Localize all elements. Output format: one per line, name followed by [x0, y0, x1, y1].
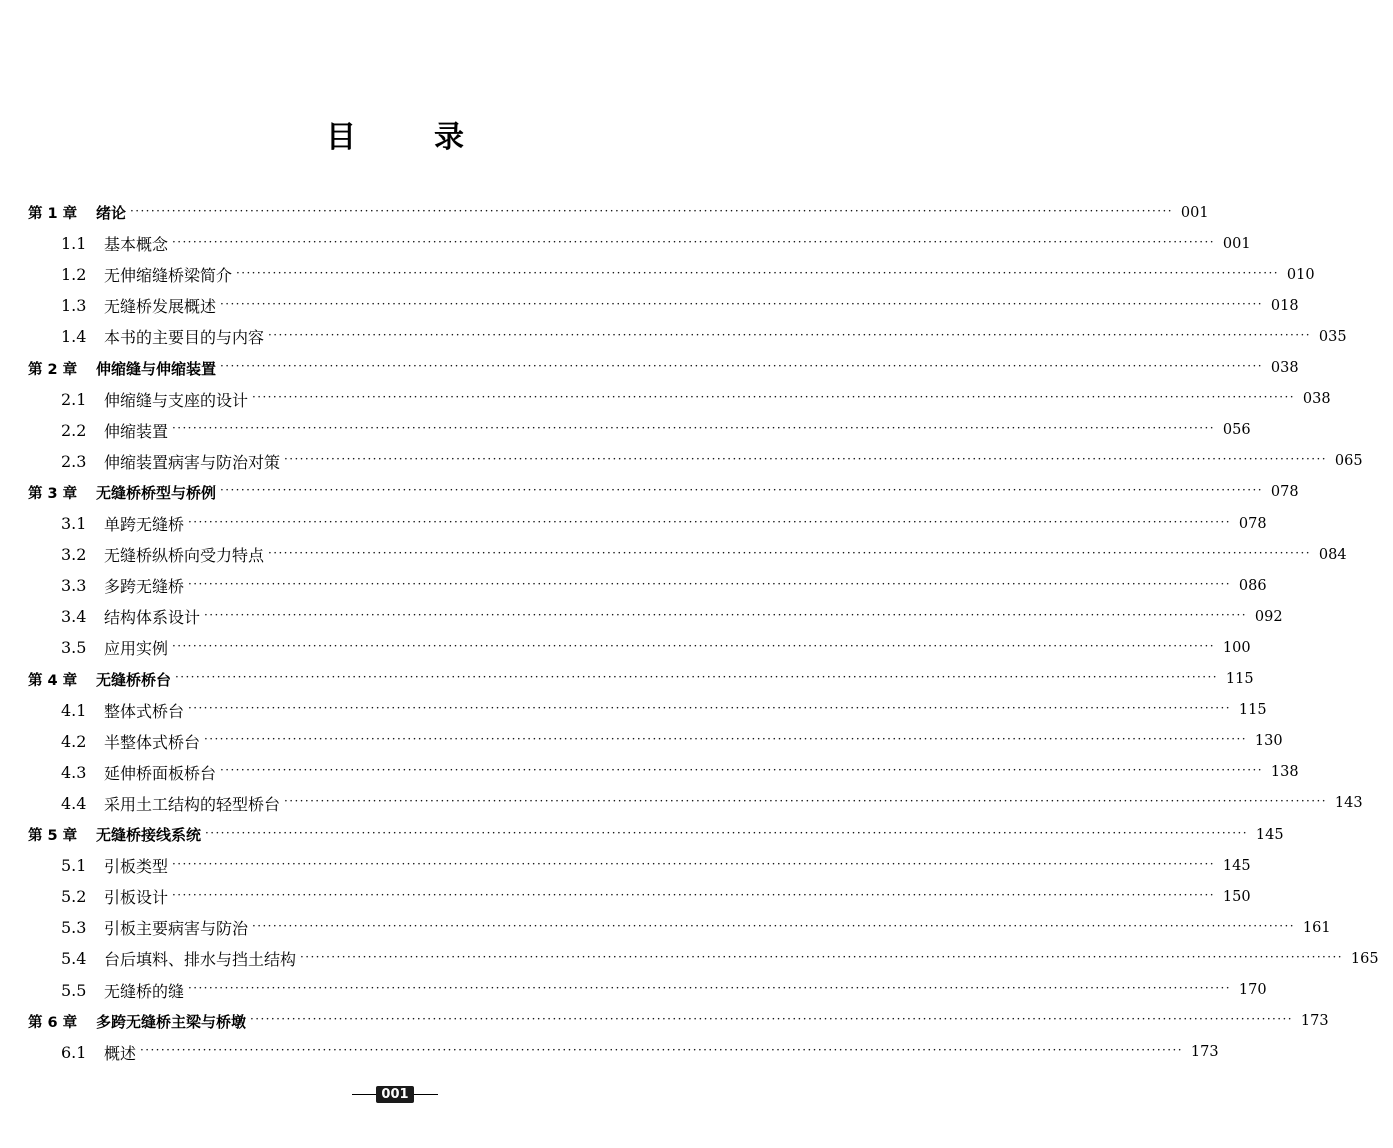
toc-leader-dots: ········································································································································································································: [220, 763, 1263, 778]
toc-number: 1.2: [61, 265, 87, 285]
toc-section-row[interactable]: [0, 321, 1347, 352]
toc-title: 伸缩缝与支座的设计: [104, 390, 249, 410]
toc-section-row[interactable]: [0, 632, 1251, 663]
toc-title: 台后填料、排水与挡土结构: [104, 950, 297, 970]
toc-page-number: 150: [1222, 888, 1251, 905]
toc-number: 第 1 章: [28, 206, 78, 222]
toc-number: 第 2 章: [28, 361, 78, 378]
toc-title: 整体式桥台: [104, 701, 185, 721]
toc-chapter-row[interactable]: [0, 664, 1254, 695]
toc-page-number: 100: [1222, 639, 1251, 656]
toc-number: 4.4: [61, 793, 87, 813]
toc-leader-dots: ········································································································································································································: [205, 825, 1248, 840]
toc-leader-dots: ········································································································································································································: [140, 1043, 1183, 1058]
toc-page-number: 170: [1238, 982, 1267, 998]
toc-page-number: 084: [1318, 546, 1347, 563]
toc-title: 结构体系设计: [104, 608, 201, 628]
toc-page-number: 038: [1302, 391, 1331, 408]
toc-section-row[interactable]: [0, 601, 1283, 632]
toc-title: 绪论: [96, 204, 127, 222]
toc-page-number: 078: [1270, 484, 1299, 501]
title-char-2: 录: [434, 120, 464, 155]
toc-title: 半整体式桥台: [104, 732, 201, 752]
toc-section-row[interactable]: [0, 415, 1251, 446]
toc-number: 5.5: [61, 980, 87, 1000]
toc-section-row[interactable]: [0, 259, 1315, 290]
toc-number: 第 6 章: [28, 1014, 78, 1031]
toc-section-row[interactable]: [0, 881, 1251, 912]
toc-chapter-row[interactable]: [0, 477, 1299, 508]
toc-leader-dots: ········································································································································································································: [172, 856, 1215, 871]
toc-number: 5.2: [61, 887, 87, 907]
toc-number: 2.2: [61, 420, 87, 440]
toc-page-number: 173: [1190, 1044, 1219, 1061]
toc-page-number: 145: [1255, 826, 1284, 843]
toc-title: 应用实例: [104, 639, 169, 659]
toc-number: 第 5 章: [28, 828, 78, 844]
toc-page-number: 001: [1180, 204, 1209, 221]
toc-page-number: 165: [1350, 950, 1379, 967]
toc-page-number: 143: [1334, 795, 1363, 812]
toc-title: 无缝桥接线系统: [96, 826, 202, 844]
toc-leader-dots: ········································································································································································································: [204, 732, 1247, 747]
toc-leader-dots: ········································································································································································································: [172, 421, 1215, 436]
toc-section-row[interactable]: [0, 446, 1363, 477]
toc-page-number: 010: [1286, 266, 1315, 283]
toc-section-row[interactable]: [0, 290, 1299, 321]
toc-page-number: 138: [1270, 764, 1299, 781]
toc-title: 无缝桥纵桥向受力特点: [104, 546, 265, 566]
toc-chapter-row[interactable]: [0, 353, 1299, 384]
toc-leader-dots: ········································································································································································································: [300, 949, 1343, 964]
toc-section-row[interactable]: [0, 539, 1347, 570]
toc-page-number: 018: [1270, 297, 1299, 314]
toc-number: 5.4: [61, 949, 87, 969]
toc-chapter-row[interactable]: [0, 819, 1284, 850]
toc-title: 引板类型: [104, 857, 169, 877]
toc-leader-dots: ········································································································································································································: [188, 576, 1231, 591]
toc-title: 无缝桥桥台: [96, 670, 172, 689]
toc-leader-dots: ········································································································································································································: [172, 234, 1215, 249]
toc-number: 1.3: [61, 296, 87, 316]
toc-title: 延伸桥面板桥台: [104, 763, 217, 783]
toc-number: 2.1: [61, 389, 87, 409]
toc-leader-dots: ········································································································································································································: [268, 545, 1311, 560]
toc-number: 4.3: [61, 762, 87, 782]
toc-section-row[interactable]: [0, 570, 1267, 601]
toc-leader-dots: ········································································································································································································: [284, 452, 1327, 467]
toc-page-number: 001: [1222, 235, 1251, 252]
toc-number: 5.3: [61, 918, 87, 938]
toc-page-number: 056: [1222, 422, 1251, 439]
toc-section-row[interactable]: [0, 850, 1251, 881]
toc-leader-dots: ········································································································································································································: [188, 981, 1231, 995]
toc-leader-dots: ········································································································································································································: [172, 638, 1215, 653]
toc-title: 单跨无缝桥: [104, 515, 185, 534]
toc-leader-dots: ········································································································································································································: [130, 203, 1173, 218]
toc-leader-dots: ········································································································································································································: [236, 265, 1279, 280]
footer-rule-left: [352, 1094, 376, 1096]
toc-number: 第 4 章: [28, 672, 78, 689]
toc-section-row[interactable]: [0, 912, 1331, 943]
toc-page-number: 078: [1238, 515, 1267, 532]
toc-title: 无缝桥桥型与桥例: [96, 483, 217, 502]
toc-title: 概述: [104, 1043, 137, 1063]
toc-page-number: 145: [1222, 857, 1251, 874]
toc-title: 引板主要病害与防治: [104, 919, 249, 939]
toc-section-row[interactable]: [0, 384, 1331, 415]
toc-title: 采用土工结构的轻型桥台: [104, 794, 281, 814]
toc-page-number: 038: [1270, 360, 1299, 376]
toc-page-number: 086: [1238, 577, 1267, 594]
toc-page-number: 115: [1225, 671, 1254, 687]
toc-title: 伸缩缝与伸缩装置: [96, 359, 217, 378]
toc-leader-dots: ········································································································································································································: [252, 918, 1295, 933]
toc-leader-dots: ········································································································································································································: [220, 483, 1263, 498]
toc-title: 多跨无缝桥: [104, 577, 185, 597]
toc-title: 引板设计: [104, 888, 169, 908]
page-title: [0, 112, 790, 156]
page-footer: [0, 1084, 790, 1103]
toc-leader-dots: ········································································································································································································: [220, 359, 1263, 373]
toc-leader-dots: ········································································································································································································: [188, 701, 1231, 716]
toc-title: 无缝桥发展概述: [104, 297, 217, 317]
toc-number: 3.1: [61, 514, 87, 533]
toc-page-number: 173: [1300, 1013, 1329, 1030]
toc-number: 4.2: [61, 731, 87, 751]
toc-number: 3.5: [61, 638, 87, 658]
toc-section-row[interactable]: [0, 975, 1267, 1006]
toc-title: 伸缩装置病害与防治对策: [104, 452, 281, 472]
toc-page-number: 115: [1238, 702, 1267, 719]
toc-title: 基本概念: [104, 235, 169, 255]
footer-page-number: 001: [376, 1086, 413, 1103]
toc-number: 3.3: [61, 576, 87, 596]
toc-leader-dots: ········································································································································································································: [172, 887, 1215, 902]
toc-leader-dots: ········································································································································································································: [252, 390, 1295, 405]
toc-number: 5.1: [61, 856, 87, 876]
toc-chapter-row[interactable]: [0, 1006, 1329, 1037]
toc-number: 6.1: [61, 1042, 87, 1062]
toc-section-row[interactable]: [0, 695, 1267, 726]
toc-section-row[interactable]: [0, 508, 1267, 539]
toc-section-row[interactable]: [0, 788, 1363, 819]
toc-title: 无伸缩缝桥梁简介: [104, 266, 233, 286]
toc-page-number: 092: [1254, 608, 1283, 625]
toc-title: 多跨无缝桥主梁与桥墩: [96, 1012, 247, 1031]
toc-number: 3.2: [61, 545, 87, 565]
title-char-1: 目: [326, 120, 356, 155]
toc-leader-dots: ········································································································································································································: [220, 296, 1263, 311]
toc-section-row[interactable]: [0, 757, 1299, 788]
toc-leader-dots: ········································································································································································································: [175, 670, 1218, 684]
toc-page-number: 065: [1334, 453, 1363, 470]
toc-section-row[interactable]: [0, 1037, 1219, 1068]
toc-leader-dots: ········································································································································································································: [284, 794, 1327, 809]
toc-leader-dots: ········································································································································································································: [268, 327, 1311, 342]
toc-title: 无缝桥的缝: [104, 981, 185, 1001]
toc-number: 4.1: [61, 700, 87, 720]
toc-title: 本书的主要目的与内容: [104, 328, 265, 348]
toc-number: 1.4: [61, 327, 87, 347]
toc-leader-dots: ········································································································································································································: [188, 514, 1231, 529]
toc-number: 3.4: [61, 607, 87, 627]
toc-page-number: 035: [1318, 328, 1347, 345]
toc-number: 2.3: [61, 451, 87, 471]
toc-leader-dots: ········································································································································································································: [204, 607, 1247, 622]
toc-number: 第 3 章: [28, 485, 78, 502]
toc-section-row[interactable]: [0, 228, 1251, 259]
toc-chapter-row[interactable]: [0, 197, 1209, 228]
toc-number: 1.1: [61, 234, 87, 254]
toc-section-row[interactable]: [0, 726, 1283, 757]
toc-page-number: 130: [1254, 733, 1283, 750]
toc-section-row[interactable]: [0, 943, 1379, 974]
toc-page-number: 161: [1302, 919, 1331, 936]
toc-title: 伸缩装置: [104, 421, 169, 441]
footer-rule-right: [414, 1094, 438, 1096]
toc-leader-dots: ········································································································································································································: [250, 1012, 1293, 1027]
